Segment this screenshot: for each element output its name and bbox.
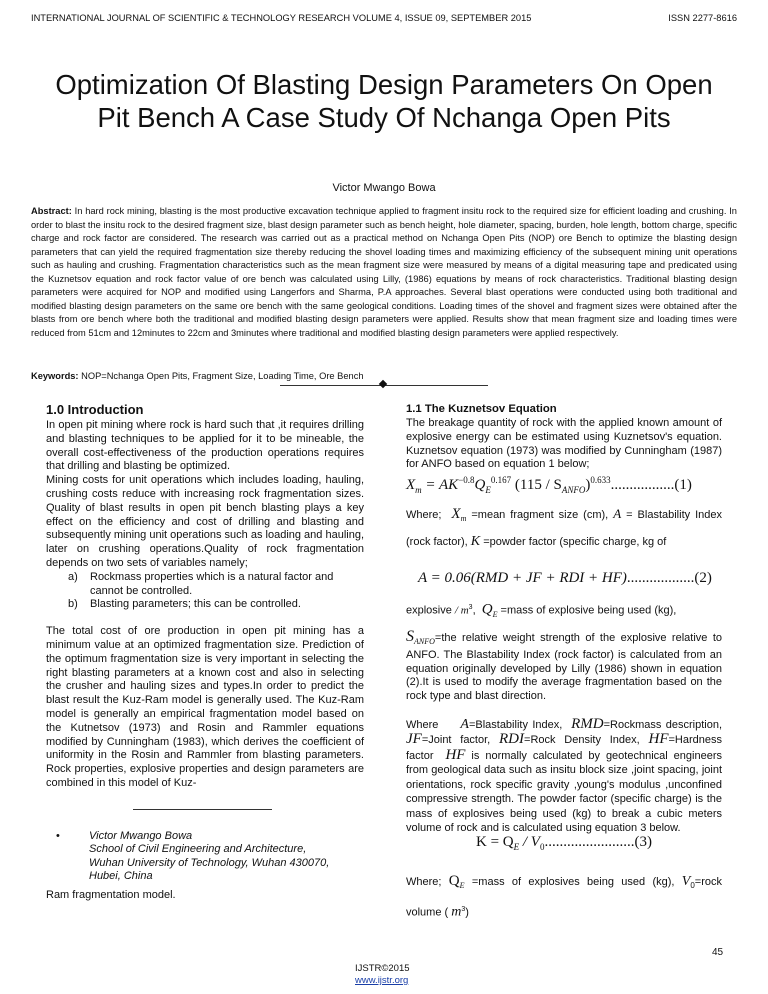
- keywords-text: NOP=Nchanga Open Pits, Fragment Size, Loading Time, Ore Bench: [81, 371, 364, 381]
- right-column: [406, 402, 722, 925]
- website-link[interactable]: www.ijstr.org: [355, 975, 409, 986]
- where-definitions-1: Where; $X_m$ =mean fragment size (cm), A = Blastability Index (rock factor), K =powder factor (specific charge, kg of: [406, 505, 723, 550]
- page-footer: [355, 963, 410, 987]
- list-marker: b): [68, 598, 78, 611]
- where-definitions-3: $S_{ANFO}=the$ relative weight strength of the explosive relative to ANFO. The Blastability Index (rock factor) is calculated from an equation originally developed by Lilly (1986) shown in equation (2).It is used to modify the average fragmentation based on the rock type and blast direction.: [406, 627, 722, 703]
- variables-list: [46, 571, 364, 612]
- equation-1: $X_m = AK^{-0.8}Q_E^{0.167}$ $(115 / S_{ANFO})^{0.633}.................(1)$: [406, 475, 692, 496]
- keywords-label: Keywords:: [31, 371, 79, 381]
- abstract-label: Abstract:: [31, 206, 72, 216]
- list-item: [46, 598, 364, 612]
- where-definitions-2: explosive / $m^3$, $Q_E$ =mass of explosive being used (kg),: [406, 601, 677, 619]
- left-column: [46, 402, 364, 903]
- intro-paragraph-1: In open pit mining where rock is hard such that ,it requires drilling and blasting techniques to be applied for it to be mineable, the overall cost-effectiveness of the production operations requires that drilling and blasting be optimized.: [46, 419, 364, 473]
- kuznetsov-paragraph: The breakage quantity of rock with the applied known amount of explosive energy can be estimated using Kuznetsov's equation. Kuznetsov equation (1973) was modified by Cunningham (1987) for ANFO based on equation 1 below;: [406, 417, 722, 471]
- footnote-university: Wuhan University of Technology, Wuhan 430070,: [89, 856, 330, 869]
- subsection-heading-kuznetsov: 1.1 The Kuznetsov Equation: [406, 403, 557, 415]
- copyright: IJSTR©2015: [355, 963, 410, 974]
- footnote-rule: [133, 809, 272, 810]
- author-footnote: [46, 830, 364, 884]
- abstract-text: In hard rock mining, blasting is the most productive excavation technique applied to fragment insitu rock to the required size for efficient loading and crushing. In order to blast the insitu rock to the desired fragment size, blast design parameter such as bench height, hole diameter, spacing, burden, hole length, bottom charge, specific charge and rock factor are considered. The research was carried out as a practical method on Nchanga Open Pits (NOP) ore Bench to optimize the blasting design parameters that can yield the required fragmentation size thereby reducing the shovel loading times and maximizing efficiency of the subsequent mining unit operations such as hauling and crushing. Fragmentation characteristics such as the mean fragment size were measured by means of a digital measuring tape and predicated using the Kuznetsov equation and rock factor value of ore bench was calculated using Lilly, (1986) equations by means of rock characteristics. Traditional blasting design parameters were acquired for NOP and modified using Langerfors and Sharma, P.A approaches. Several blast operations were conducted using both traditional and modified blasting design parameters on the same ore bench with the same geological conditions. Loading times of the shovel and fragment sizes were obtained after the blasts from ore bench where both the traditional and modified blasting design parameters were applied. Results show that mean fragment size and loading times were reduced from 51cm and 12minutes to 22cm and 3minutes where traditional and modified blasting design parameters were applied respectively.: [31, 206, 737, 338]
- journal-name: INTERNATIONAL JOURNAL OF SCIENTIFIC & TECHNOLOGY RESEARCH VOLUME 4, ISSUE 09, SEPTEMBER 2015: [31, 13, 532, 23]
- equation-2: A = 0.06(RMD + JF + RDI + HF)..................(2): [418, 570, 712, 587]
- list-item-text: Blasting parameters; this can be controlled.: [90, 598, 301, 611]
- continuation-text: Ram fragmentation model.: [46, 888, 176, 901]
- bullet-icon: •: [56, 829, 60, 842]
- list-item-text: Rockmass properties which is a natural factor and cannot be controlled.: [90, 570, 334, 597]
- intro-paragraph-3: The total cost of ore production in open pit mining has a minimum value at an optimized fragmentation size. Prediction of the optimum fragmentation size is very important in selecting the right blasting parameters at a known cost and also in selecting the crusher and hauling sizes and types.In order to predict the blast result the Kuz-Ram model is generally used. The Kuz-Ram model is generally an empirical fragmentation model based on the Kutnetsov (1973) and Rosin and Rammler equations modified by Cunningham (1983), which derives the coefficient of uniformity in the Rosin and Rammler from blasting parameters. Rock properties, explosive properties and design parameters are combined in this model of Kuz-: [46, 625, 364, 789]
- intro-paragraph-2: Mining costs for unit operations which includes loading, hauling, crushing costs reduce with increasing rock fragmentation sizes. Quality of blast results in open pit bench blasting plays a key effect on the efficiency and cost of drilling and blasting and subsequently mining unit operations such as loading and hauling, later on crushing operations.Quality of rock fragmentation depends on two sets of variables namely;: [46, 474, 364, 569]
- footnote-location: Hubei, China: [89, 870, 153, 883]
- issn: ISSN 2277-8616: [668, 13, 737, 23]
- section-heading-introduction: 1.0 Introduction: [46, 402, 144, 417]
- list-marker: a): [68, 570, 78, 583]
- equation-3: $K = Q_E / V_0........................(3)$: [476, 833, 652, 852]
- author-name: Victor Mwango Bowa: [332, 182, 436, 194]
- abstract: [31, 205, 737, 340]
- footnote-school: School of Civil Engineering and Architecture,: [89, 843, 307, 856]
- page-number: 45: [712, 947, 724, 958]
- running-header: [31, 13, 737, 23]
- footnote-author: Victor Mwango Bowa: [89, 829, 193, 842]
- where-definitions-4: Where A=Blastability Index, RMD=Rockmass description, JF=Joint factor, RDI=Rock Density Index, HF=Hardness factor HF is normally calculated by geotechnical engineers from geological data such as insitu block size ,joint spacing, joint orientations, rock specific gravity ,young's modulus ,unconfined compressive strength. The powder factor (specific charge) is the mass of explosives being used (kg) to break a cubic meters volume of rock and is calculated using equation 3 below.: [406, 715, 723, 835]
- paper-title: Optimization Of Blasting Design Parameters On Open Pit Bench A Case Study Of Nchanga Open Pits: [55, 69, 713, 133]
- diamond-icon: [379, 380, 387, 388]
- list-item: [46, 571, 364, 599]
- where-definitions-5: Where; $Q_E$ =mass of explosives being used (kg), $V_0=rock$ volume ( $m^3$): [406, 872, 723, 920]
- keywords: [31, 371, 737, 381]
